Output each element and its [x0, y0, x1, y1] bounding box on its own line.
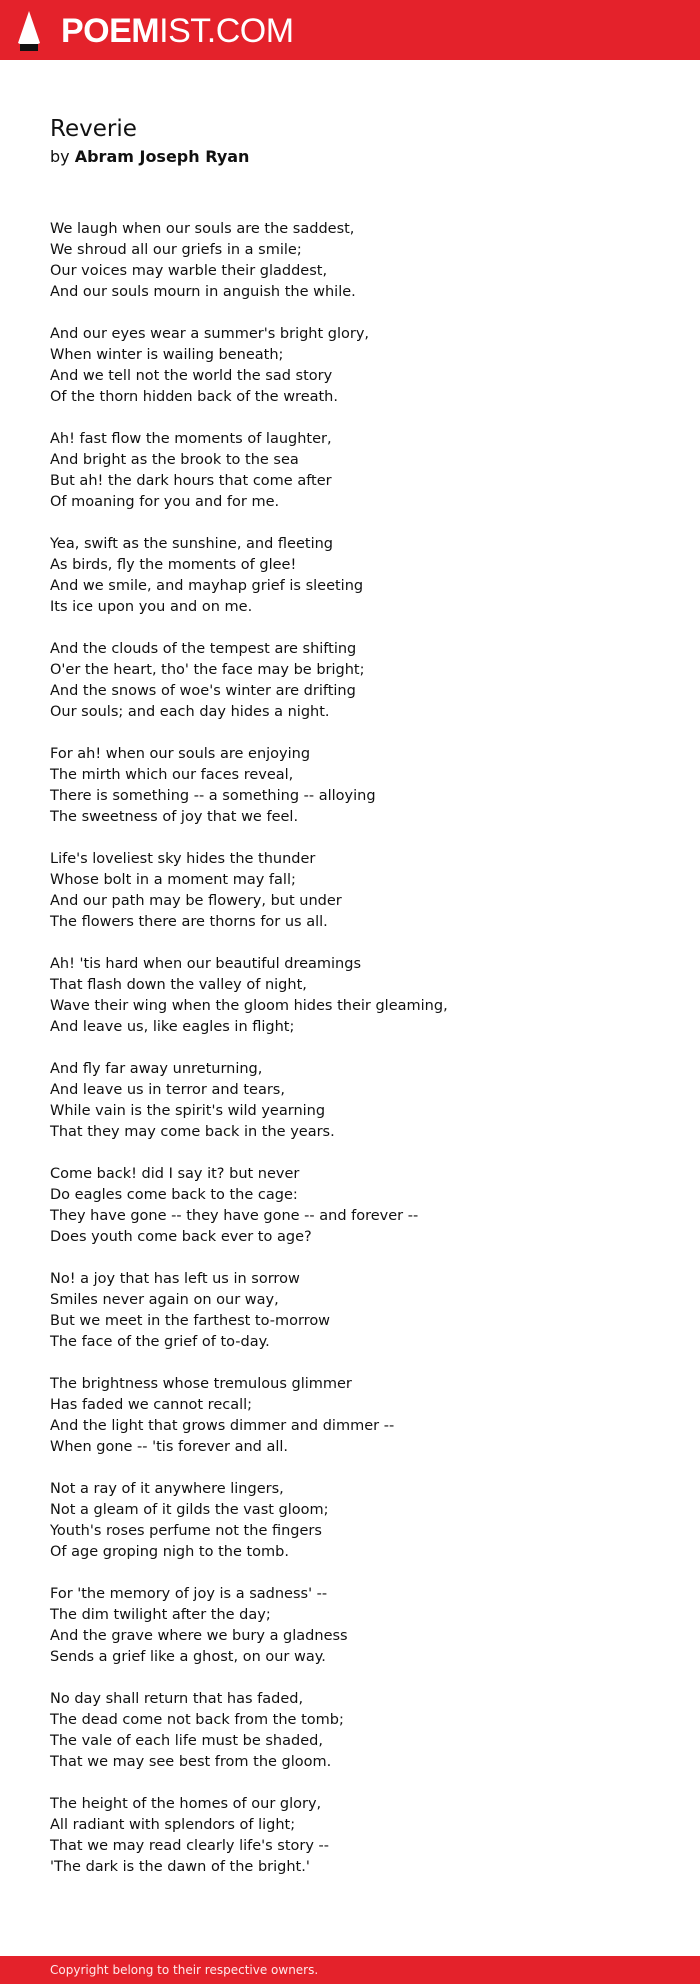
poem-line: Has faded we cannot recall;: [50, 1397, 253, 1413]
logo-bold-text: POEM: [61, 12, 160, 50]
poem-line: That they may come back in the years.: [50, 1124, 335, 1140]
poem-line: And bright as the brook to the sea: [50, 452, 299, 468]
poem-line: O'er the heart, tho' the face may be bright;: [50, 662, 365, 678]
poem-line: The height of the homes of our glory,: [50, 1796, 322, 1812]
poem-line: When winter is wailing beneath;: [50, 347, 284, 363]
poem-line: 'The dark is the dawn of the bright.': [50, 1859, 310, 1875]
poem-line: We laugh when our souls are the saddest,: [50, 221, 355, 237]
poem-body: [50, 219, 650, 1878]
poem-line: Not a gleam of it gilds the vast gloom;: [50, 1502, 329, 1518]
site-logo[interactable]: [17, 10, 294, 52]
copyright-text: Copyright belong to their respective owners.: [50, 1963, 319, 1977]
poem-stanza: [50, 639, 650, 723]
poem-line: They have gone -- they have gone -- and forever --: [50, 1208, 419, 1224]
poem-line: Do eagles come back to the cage:: [50, 1187, 298, 1203]
poem-line: Ah! 'tis hard when our beautiful dreamings: [50, 956, 361, 972]
poem-line: That we may read clearly life's story --: [50, 1838, 330, 1854]
poem-line: And leave us, like eagles in flight;: [50, 1019, 295, 1035]
poem-line: And the grave where we bury a gladness: [50, 1628, 348, 1644]
poem-stanza: [50, 429, 650, 513]
poem-line: Of moaning for you and for me.: [50, 494, 280, 510]
poem-line: Whose bolt in a moment may fall;: [50, 872, 296, 888]
poem-stanza: [50, 1269, 650, 1353]
poem-line: Wave their wing when the gloom hides their gleaming,: [50, 998, 448, 1014]
by-label: by: [50, 147, 70, 166]
poem-line: Of age groping nigh to the tomb.: [50, 1544, 289, 1560]
site-logo-text: [61, 10, 294, 52]
poem-stanza: [50, 744, 650, 828]
poem-line: When gone -- 'tis forever and all.: [50, 1439, 289, 1455]
poem-stanza: [50, 534, 650, 618]
poem-stanza: [50, 954, 650, 1038]
poem-line: For 'the memory of joy is a sadness' --: [50, 1586, 328, 1602]
poem-stanza: [50, 219, 650, 303]
poem-line: As birds, fly the moments of glee!: [50, 557, 297, 573]
poem-stanza: [50, 324, 650, 408]
poem-line: The face of the grief of to-day.: [50, 1334, 270, 1350]
poem-stanza: [50, 1479, 650, 1563]
poem-stanza: [50, 1374, 650, 1458]
poem-line: The sweetness of joy that we feel.: [50, 809, 299, 825]
poem-line: The flowers there are thorns for us all.: [50, 914, 328, 930]
poem-line: No day shall return that has faded,: [50, 1691, 304, 1707]
poem-line: Our souls; and each day hides a night.: [50, 704, 330, 720]
poem-line: And fly far away unreturning,: [50, 1061, 263, 1077]
poem-line: Smiles never again on our way,: [50, 1292, 279, 1308]
site-footer: [0, 1956, 700, 1984]
poem-stanza: [50, 1689, 650, 1773]
poem-line: There is something -- a something -- alloying: [50, 788, 376, 804]
site-header: [0, 0, 700, 60]
poem-line: Youth's roses perfume not the fingers: [50, 1523, 322, 1539]
poem-line: Of the thorn hidden back of the wreath.: [50, 389, 338, 405]
poem-line: And leave us in terror and tears,: [50, 1082, 285, 1098]
poem-line: Ah! fast flow the moments of laughter,: [50, 431, 332, 447]
poem-line: And our souls mourn in anguish the while.: [50, 284, 356, 300]
poem-stanza: [50, 1164, 650, 1248]
poem-stanza: [50, 849, 650, 933]
poem-line: All radiant with splendors of light;: [50, 1817, 296, 1833]
poem-line: That we may see best from the gloom.: [50, 1754, 332, 1770]
poem-line: Life's loveliest sky hides the thunder: [50, 851, 316, 867]
poem-line: Does youth come back ever to age?: [50, 1229, 312, 1245]
poem-line: That flash down the valley of night,: [50, 977, 307, 993]
poem-stanza: [50, 1059, 650, 1143]
poem-line: No! a joy that has left us in sorrow: [50, 1271, 300, 1287]
poem-title: Reverie: [50, 116, 137, 142]
poem-line: And we tell not the world the sad story: [50, 368, 333, 384]
poem-line: But ah! the dark hours that come after: [50, 473, 332, 489]
poem-byline: [50, 145, 650, 169]
poem-line: And the clouds of the tempest are shifting: [50, 641, 357, 657]
poem-line: And the light that grows dimmer and dimmer --: [50, 1418, 395, 1434]
poem-line: We shroud all our griefs in a smile;: [50, 242, 302, 258]
poem-line: While vain is the spirit's wild yearning: [50, 1103, 326, 1119]
poem-line: The mirth which our faces reveal,: [50, 767, 294, 783]
poem-line: Not a ray of it anywhere lingers,: [50, 1481, 284, 1497]
poem-line: The dead come not back from the tomb;: [50, 1712, 344, 1728]
poem-line: But we meet in the farthest to-morrow: [50, 1313, 331, 1329]
poem-line: Yea, swift as the sunshine, and fleeting: [50, 536, 334, 552]
logo-thin-text: IST.COM: [159, 12, 294, 50]
poem-line: And our eyes wear a summer's bright glory,: [50, 326, 370, 342]
pencil-tip-icon: [17, 10, 41, 52]
poem-line: For ah! when our souls are enjoying: [50, 746, 311, 762]
poem-line: The brightness whose tremulous glimmer: [50, 1376, 352, 1392]
poem-line: And the snows of woe's winter are drifting: [50, 683, 356, 699]
poem-line: Sends a grief like a ghost, on our way.: [50, 1649, 326, 1665]
poem-content: [50, 114, 650, 1899]
poem-line: Our voices may warble their gladdest,: [50, 263, 328, 279]
poem-line: And our path may be flowery, but under: [50, 893, 342, 909]
poem-stanza: [50, 1584, 650, 1668]
poem-line: The dim twilight after the day;: [50, 1607, 271, 1623]
poem-line: And we smile, and mayhap grief is sleeting: [50, 578, 364, 594]
poem-line: Its ice upon you and on me.: [50, 599, 253, 615]
poem-author: Abram Joseph Ryan: [74, 147, 250, 166]
poem-stanza: [50, 1794, 650, 1878]
poem-line: The vale of each life must be shaded,: [50, 1733, 323, 1749]
poem-line: Come back! did I say it? but never: [50, 1166, 300, 1182]
